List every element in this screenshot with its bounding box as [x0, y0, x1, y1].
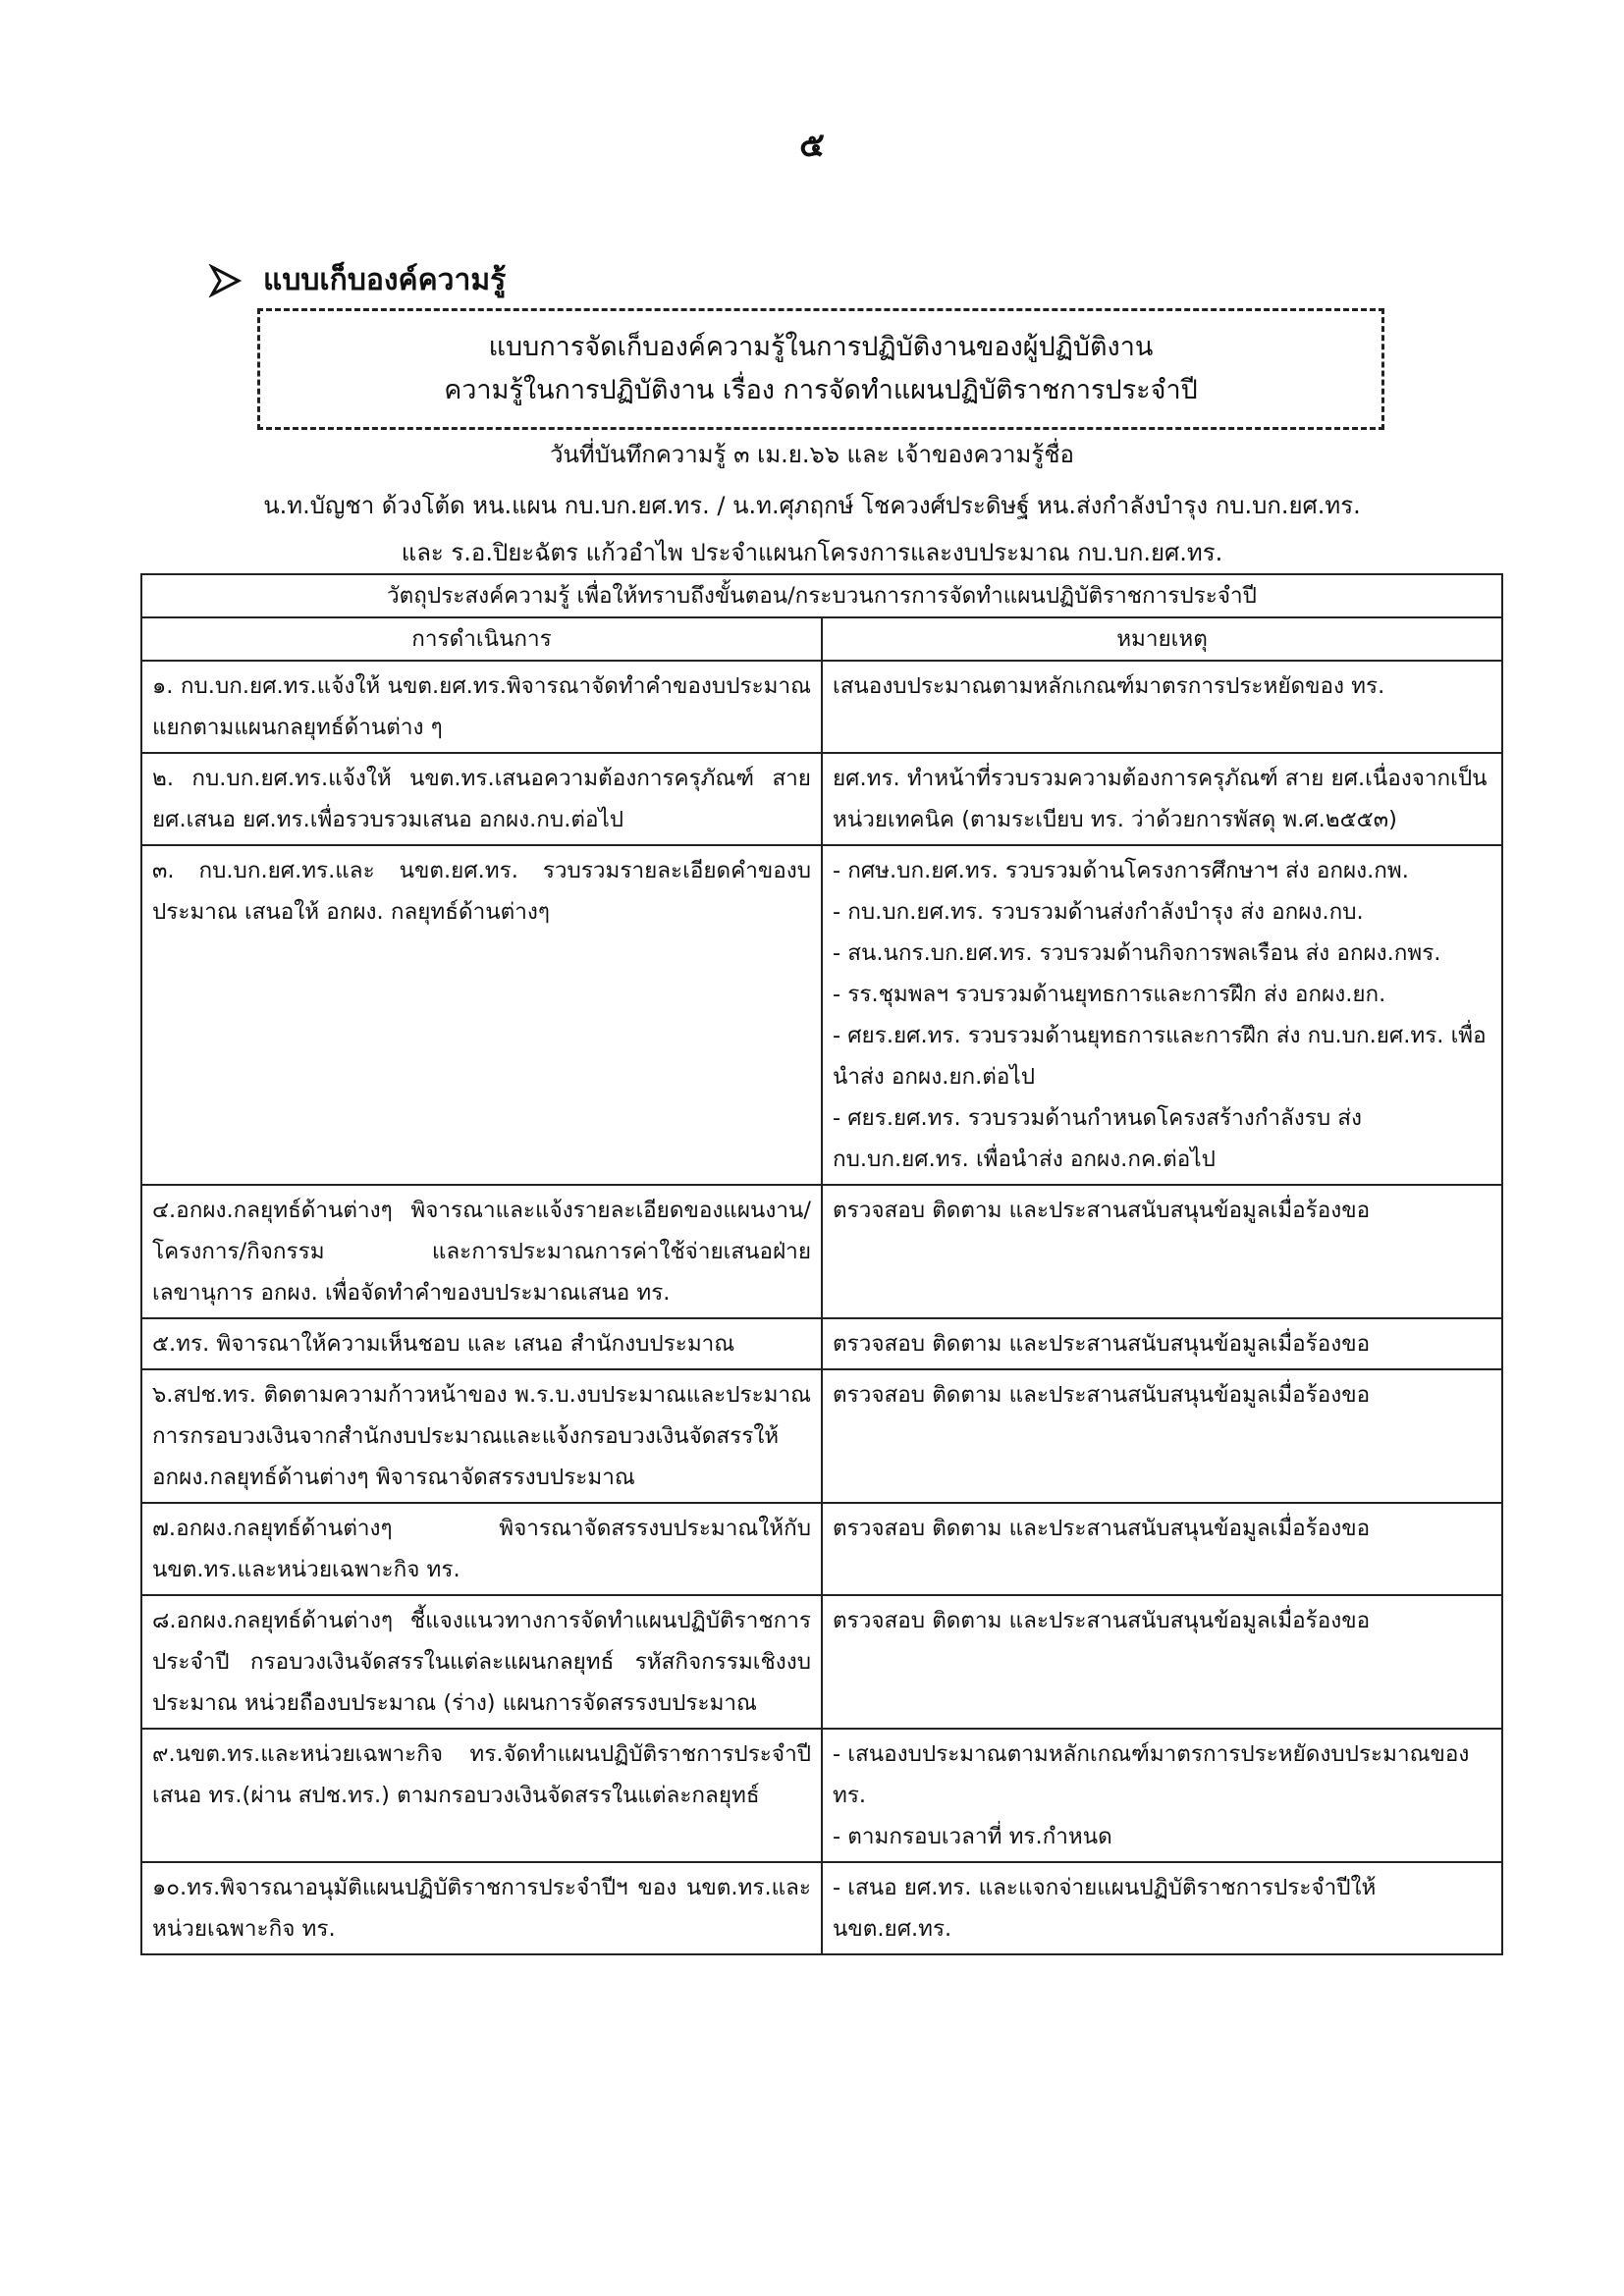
- table-row: [141, 1862, 1502, 1954]
- note-line: - ศยร.ยศ.ทร. รวบรวมด้านยุทธการและการฝึก ส่ง กบ.บก.ยศ.ทร. เพื่อนำส่ง อกผง.ยก.ต่อไป: [833, 1023, 1487, 1090]
- action-cell: ๗.อกผง.กลยุทธ์ด้านต่างๆ พิจารณาจัดสรรงบประมาณให้กับ นขต.ทร.และหน่วยเฉพาะกิจ ทร.: [141, 1503, 822, 1595]
- note-line: ตรวจสอบ ติดตาม และประสานสนับสนุนข้อมูลเมื่อร้องขอ: [833, 1382, 1371, 1408]
- note-line: ตรวจสอบ ติดตาม และประสานสนับสนุนข้อมูลเมื่อร้องขอ: [833, 1516, 1371, 1541]
- action-cell: ๔.อกผง.กลยุทธ์ด้านต่างๆ พิจารณาและแจ้งรายละเอียดของแผนงาน/โครงการ/กิจกรรม และการประมาณการค่าใช้จ่ายเสนอฝ่ายเลขานุการ อกผง. เพื่อจัดทำคำของบประมาณเสนอ ทร.: [141, 1185, 822, 1318]
- note-cell: [822, 1503, 1502, 1595]
- record-date-line: วันที่บันทึกความรู้ ๓ เม.ย.๖๖ และ เจ้าของความรู้ชื่อ: [550, 441, 1074, 468]
- title-box: [257, 308, 1384, 430]
- section-heading: [208, 257, 506, 303]
- table-row: [141, 1318, 1502, 1369]
- action-cell: ๑๐.ทร.พิจารณาอนุมัติแผนปฏิบัติราชการประจำปีฯ ของ นขต.ทร.และหน่วยเฉพาะกิจ ทร.: [141, 1862, 822, 1954]
- table-row: [141, 1503, 1502, 1595]
- action-cell: ๖.สปช.ทร. ติดตามความก้าวหน้าของ พ.ร.บ.งบประมาณและประมาณการกรอบวงเงินจากสำนักงบประมาณและแจ้งกรอบวงเงินจัดสรรให้ อกผง.กลยุทธ์ด้านต่างๆ พิจารณาจัดสรรงบประมาณ: [141, 1369, 822, 1503]
- note-cell: [822, 845, 1502, 1185]
- note-line: - เสนองบประมาณตามหลักเกณฑ์มาตรการประหยัดงบประมาณของ ทร.: [833, 1741, 1470, 1808]
- action-cell: ๓. กบ.บก.ยศ.ทร.และ นขต.ยศ.ทร. รวบรวมรายละเอียดคำของบประมาณ เสนอให้ อกผง. กลยุทธ์ด้านต่างๆ: [141, 845, 822, 1185]
- note-line: - เสนอ ยศ.ทร. และแจกจ่ายแผนปฏิบัติราชการประจำปีให้ นขต.ยศ.ทร.: [833, 1875, 1377, 1942]
- note-line: ตรวจสอบ ติดตาม และประสานสนับสนุนข้อมูลเมื่อร้องขอ: [833, 1608, 1371, 1633]
- table-body: [141, 661, 1502, 1954]
- note-cell: [822, 753, 1502, 845]
- title-line-2: ความรู้ในการปฏิบัติงาน เรื่อง การจัดทำแผนปฏิบัติราชการประจำปี: [444, 375, 1198, 405]
- note-line: - กศษ.บก.ยศ.ทร. รวบรวมด้านโครงการศึกษาฯ ส่ง อกผง.กพ.: [833, 858, 1409, 883]
- note-cell: [822, 1729, 1502, 1862]
- note-line: - ศยร.ยศ.ทร. รวบรวมด้านกำหนดโครงสร้างกำลังรบ ส่ง กบ.บก.ยศ.ทร. เพื่อนำส่ง อกผง.กค.ต่อไป: [833, 1105, 1362, 1172]
- note-cell: [822, 661, 1502, 753]
- table-row: [141, 1185, 1502, 1318]
- action-cell: ๙.นขต.ทร.และหน่วยเฉพาะกิจ ทร.จัดทำแผนปฏิบัติราชการประจำปี เสนอ ทร.(ผ่าน สปช.ทร.) ตามกรอบวงเงินจัดสรรในแต่ละกลยุทธ์: [141, 1729, 822, 1862]
- column-header-note: หมายเหตุ: [822, 617, 1502, 661]
- action-cell: ๘.อกผง.กลยุทธ์ด้านต่างๆ ชี้แจงแนวทางการจัดทำแผนปฏิบัติราชการประจำปี กรอบวงเงินจัดสรรในแต่ละแผนกลยุทธ์ รหัสกิจกรรมเชิงงบประมาณ หน่วยถืองบประมาณ (ร่าง) แผนการจัดสรรงบประมาณ: [141, 1595, 822, 1729]
- table-row: [141, 845, 1502, 1185]
- table-row: [141, 1729, 1502, 1862]
- note-cell: [822, 1862, 1502, 1954]
- objective-cell: วัตถุประสงค์ความรู้ เพื่อให้ทราบถึงขั้นตอน/กระบวนการการจัดทำแผนปฏิบัติราชการประจำปี: [141, 574, 1502, 617]
- knowledge-owner-line-1: น.ท.บัญชา ด้วงโต้ด หน.แผน กบ.บก.ยศ.ทร. / น.ท.ศุภฤกษ์ โชควงศ์ประดิษฐ์ หน.ส่งกำลังบำรุง กบ.บก.ยศ.ทร.: [263, 492, 1361, 519]
- note-cell: [822, 1185, 1502, 1318]
- note-line: - รร.ชุมพลฯ รวบรวมด้านยุทธการและการฝึก ส่ง อกผง.ยก.: [833, 982, 1386, 1007]
- note-cell: [822, 1369, 1502, 1503]
- arrow-bullet-icon: [208, 264, 242, 297]
- objective-row: [141, 574, 1502, 617]
- table-row: [141, 753, 1502, 845]
- column-header-action: การดำเนินการ: [141, 617, 822, 661]
- column-header-row: [141, 617, 1502, 661]
- action-cell: ๕.ทร. พิจารณาให้ความเห็นชอบ และ เสนอ สำนักงบประมาณ: [141, 1318, 822, 1369]
- knowledge-table: [140, 573, 1503, 1955]
- table-row: [141, 661, 1502, 753]
- action-cell: ๒. กบ.บก.ยศ.ทร.แจ้งให้ นขต.ทร.เสนอความต้องการครุภัณฑ์ สาย ยศ.เสนอ ยศ.ทร.เพื่อรวบรวมเสนอ อกผง.กบ.ต่อไป: [141, 753, 822, 845]
- title-line-1: แบบการจัดเก็บองค์ความรู้ในการปฏิบัติงานของผู้ปฏิบัติงาน: [488, 332, 1154, 362]
- note-cell: [822, 1595, 1502, 1729]
- note-line: ตรวจสอบ ติดตาม และประสานสนับสนุนข้อมูลเมื่อร้องขอ: [833, 1198, 1371, 1223]
- knowledge-owner-line-2: และ ร.อ.ปิยะฉัตร แก้วอำไพ ประจำแผนกโครงการและงบประมาณ กบ.บก.ยศ.ทร.: [401, 539, 1223, 566]
- note-line: ตรวจสอบ ติดตาม และประสานสนับสนุนข้อมูลเมื่อร้องขอ: [833, 1331, 1371, 1357]
- note-cell: [822, 1318, 1502, 1369]
- page-number: ๕: [799, 126, 825, 165]
- table-row: [141, 1369, 1502, 1503]
- action-cell: ๑. กบ.บก.ยศ.ทร.แจ้งให้ นขต.ยศ.ทร.พิจารณาจัดทำคำของบประมาณ แยกตามแผนกลยุทธ์ด้านต่าง ๆ: [141, 661, 822, 753]
- table-row: [141, 1595, 1502, 1729]
- note-line: - ตามกรอบเวลาที่ ทร.กำหนด: [833, 1824, 1112, 1849]
- note-line: ยศ.ทร. ทำหน้าที่รวบรวมความต้องการครุภัณฑ์ สาย ยศ.เนื่องจากเป็นหน่วยเทคนิค (ตามระเบียบ ทร. ว่าด้วยการพัสดุ พ.ศ.๒๕๕๓): [833, 766, 1488, 832]
- section-heading-text: แบบเก็บองค์ความรู้: [263, 263, 507, 297]
- note-line: - สน.นกร.บก.ยศ.ทร. รวบรวมด้านกิจการพลเรือน ส่ง อกผง.กพร.: [833, 940, 1441, 966]
- note-line: เสนองบประมาณตามหลักเกณฑ์มาตรการประหยัดของ ทร.: [833, 673, 1385, 699]
- note-line: - กบ.บก.ยศ.ทร. รวบรวมด้านส่งกำลังบำรุง ส่ง อกผง.กบ.: [833, 899, 1364, 925]
